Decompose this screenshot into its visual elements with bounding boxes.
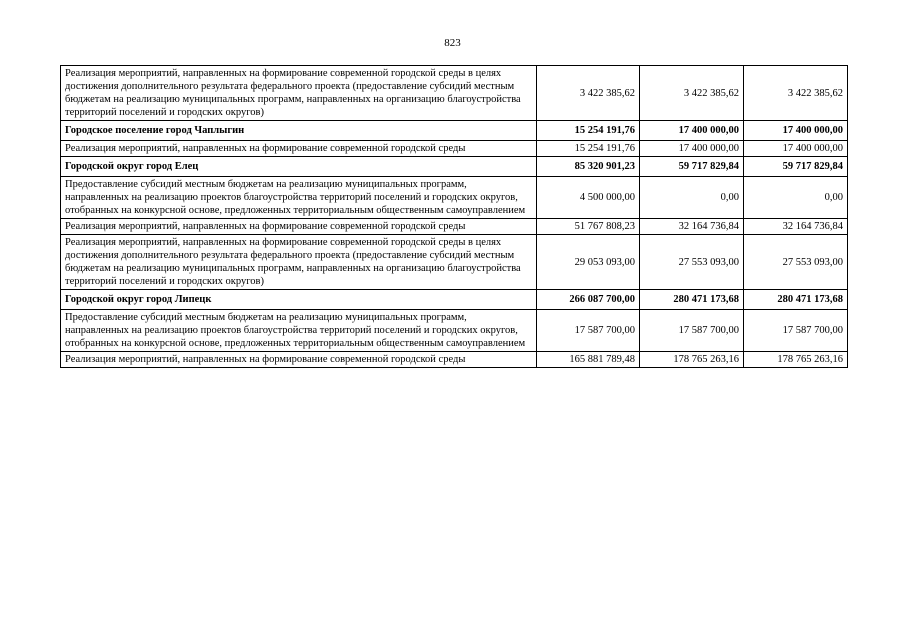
group-title: Городской округ город Елец <box>61 157 537 177</box>
row-value-2: 178 765 263,16 <box>640 352 744 368</box>
group-row <box>61 290 848 310</box>
row-description: Предоставление субсидий местным бюджетам на реализацию муниципальных программ, направленных на реализацию проектов благоустройства территорий поселений и городских округов, отобранных на конкурсной основе, предложенных территориальным общественным самоуправлением <box>61 177 537 219</box>
group-total-2: 280 471 173,68 <box>640 290 744 310</box>
row-value-1: 3 422 385,62 <box>537 66 640 121</box>
group-title: Городской округ город Липецк <box>61 290 537 310</box>
group-total-1: 85 320 901,23 <box>537 157 640 177</box>
row-value-3: 3 422 385,62 <box>744 66 848 121</box>
row-value-1: 165 881 789,48 <box>537 352 640 368</box>
table-row <box>61 66 848 121</box>
row-value-3: 17 400 000,00 <box>744 141 848 157</box>
row-description: Реализация мероприятий, направленных на формирование современной городской среды <box>61 352 537 368</box>
row-value-2: 0,00 <box>640 177 744 219</box>
row-value-2: 32 164 736,84 <box>640 219 744 235</box>
row-value-2: 17 400 000,00 <box>640 141 744 157</box>
row-value-1: 17 587 700,00 <box>537 310 640 352</box>
row-value-3: 17 587 700,00 <box>744 310 848 352</box>
table-row <box>61 352 848 368</box>
group-total-3: 59 717 829,84 <box>744 157 848 177</box>
row-value-2: 17 587 700,00 <box>640 310 744 352</box>
group-total-3: 280 471 173,68 <box>744 290 848 310</box>
table-row <box>61 235 848 290</box>
table-row <box>61 141 848 157</box>
row-value-3: 0,00 <box>744 177 848 219</box>
row-description: Реализация мероприятий, направленных на формирование современной городской среды в целях достижения дополнительного результата федерального проекта (предоставление субсидий местным бюджетам на реализацию муниципальных программ, направленных на организацию благоустройства территорий поселений и городских округов) <box>61 235 537 290</box>
row-value-3: 178 765 263,16 <box>744 352 848 368</box>
row-value-3: 32 164 736,84 <box>744 219 848 235</box>
group-total-2: 17 400 000,00 <box>640 121 744 141</box>
group-total-2: 59 717 829,84 <box>640 157 744 177</box>
row-value-1: 4 500 000,00 <box>537 177 640 219</box>
group-row <box>61 157 848 177</box>
table-row <box>61 219 848 235</box>
group-total-3: 17 400 000,00 <box>744 121 848 141</box>
group-title: Городское поселение город Чаплыгин <box>61 121 537 141</box>
row-description: Предоставление субсидий местным бюджетам на реализацию муниципальных программ, направленных на реализацию проектов благоустройства территорий поселений и городских округов, отобранных на конкурсной основе, предложенных территориальным общественным самоуправлением <box>61 310 537 352</box>
row-description: Реализация мероприятий, направленных на формирование современной городской среды <box>61 219 537 235</box>
row-value-1: 15 254 191,76 <box>537 141 640 157</box>
row-description: Реализация мероприятий, направленных на формирование современной городской среды в целях достижения дополнительного результата федерального проекта (предоставление субсидий местным бюджетам на реализацию муниципальных программ, направленных на организацию благоустройства территорий поселений и городских округов) <box>61 66 537 121</box>
row-value-1: 51 767 808,23 <box>537 219 640 235</box>
row-value-1: 29 053 093,00 <box>537 235 640 290</box>
table-row <box>61 310 848 352</box>
row-value-2: 27 553 093,00 <box>640 235 744 290</box>
page-number: 823 <box>444 37 461 49</box>
row-value-2: 3 422 385,62 <box>640 66 744 121</box>
group-row <box>61 121 848 141</box>
row-value-3: 27 553 093,00 <box>744 235 848 290</box>
group-total-1: 266 087 700,00 <box>537 290 640 310</box>
table-row <box>61 177 848 219</box>
group-total-1: 15 254 191,76 <box>537 121 640 141</box>
budget-table <box>60 65 848 368</box>
row-description: Реализация мероприятий, направленных на формирование современной городской среды <box>61 141 537 157</box>
